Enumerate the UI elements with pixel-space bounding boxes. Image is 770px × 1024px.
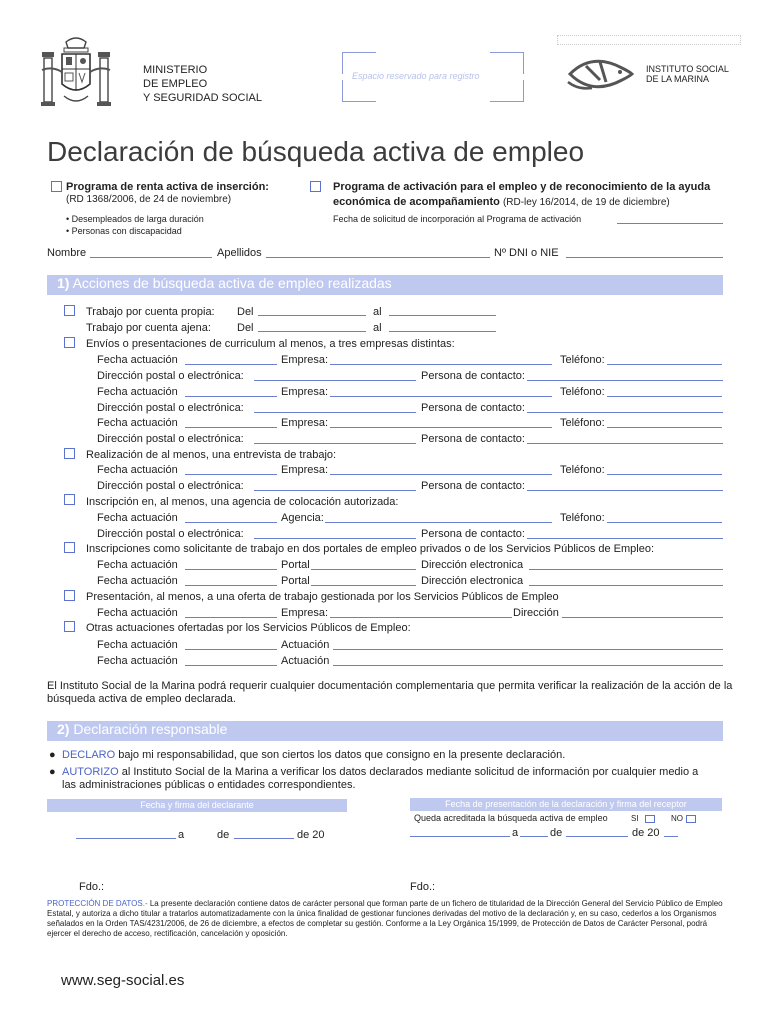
fecha-actuacion-field[interactable] xyxy=(185,649,277,650)
renta-activa-checkbox[interactable] xyxy=(51,181,62,192)
institute-name xyxy=(646,64,729,84)
telefono-field[interactable] xyxy=(607,522,722,523)
contacto-field[interactable] xyxy=(527,538,723,539)
declarante-fdo: Fdo.: xyxy=(79,881,105,893)
contacto-field[interactable] xyxy=(527,490,723,491)
ministry-line: MINISTERIO xyxy=(143,64,208,76)
row-field-label: Empresa: xyxy=(281,354,329,366)
form-code-box xyxy=(557,35,741,45)
activacion-title-bold: económica de acompañamiento xyxy=(333,196,500,208)
renta-activa-rd: (RD 1368/2006, de 24 de noviembre) xyxy=(66,194,232,205)
section-1-title: Acciones de búsqueda activa de empleo realizadas xyxy=(72,275,392,291)
envios-checkbox[interactable] xyxy=(64,337,75,348)
nombre-field[interactable] xyxy=(90,257,212,258)
a-label: a xyxy=(512,827,519,839)
spain-coat-of-arms-icon xyxy=(40,36,112,118)
autorizo-text-2: las administraciones públicas o entidades correspondientes. xyxy=(62,779,356,791)
actuacion-field[interactable] xyxy=(333,649,723,650)
telefono-field[interactable] xyxy=(607,364,722,365)
fecha-actuacion-label: Fecha actuación xyxy=(97,512,178,524)
direccion-field[interactable] xyxy=(254,490,416,491)
portal-label: Portal xyxy=(281,575,310,587)
empresa-label: Empresa: xyxy=(281,607,329,619)
fecha-actuacion-label: Fecha actuación xyxy=(97,464,178,476)
propia-del-field[interactable] xyxy=(258,315,366,316)
de20-label: de 20 xyxy=(297,829,325,841)
entrevista-label: Realización de al menos, una entrevista de trabajo: xyxy=(86,449,337,461)
row-field-input[interactable] xyxy=(330,364,552,365)
ajena-al-field[interactable] xyxy=(389,331,496,332)
stamp-corner xyxy=(490,52,524,74)
fecha-actuacion-field[interactable] xyxy=(185,427,277,428)
a-label: a xyxy=(178,829,185,841)
fecha-actuacion-label: Fecha actuación xyxy=(97,386,178,398)
autorizo-text xyxy=(62,766,698,778)
de-label: de xyxy=(217,829,230,841)
receptor-year-field[interactable] xyxy=(664,836,678,837)
fecha-actuacion-field[interactable] xyxy=(185,665,277,666)
empresa-field[interactable] xyxy=(330,617,512,618)
direccion-label: Dirección postal o electrónica: xyxy=(97,370,244,382)
declarante-place-field[interactable] xyxy=(76,838,176,839)
institute-line: INSTITUTO SOCIAL xyxy=(646,64,729,74)
telefono-label: Teléfono: xyxy=(560,386,605,398)
telefono-field[interactable] xyxy=(607,474,722,475)
fecha-actuacion-field[interactable] xyxy=(185,474,277,475)
fecha-actuacion-label: Fecha actuación xyxy=(97,354,178,366)
activacion-checkbox[interactable] xyxy=(310,181,321,192)
direccion-label: Dirección postal o electrónica: xyxy=(97,528,244,540)
activacion-date-field[interactable] xyxy=(617,223,723,224)
fecha-actuacion-field[interactable] xyxy=(185,617,277,618)
agencia-title: Inscripción en, al menos, una agencia de colocación autorizada: xyxy=(86,496,399,508)
oferta-checkbox[interactable] xyxy=(64,590,75,601)
si-checkbox[interactable] xyxy=(645,815,655,823)
ism-fish-logo-icon xyxy=(566,52,636,92)
dir-electronica-field[interactable] xyxy=(529,585,723,586)
telefono-field[interactable] xyxy=(607,427,722,428)
contacto-label: Persona de contacto: xyxy=(421,402,525,414)
fecha-actuacion-field[interactable] xyxy=(185,569,277,570)
dir-electronica-label: Dirección electronica xyxy=(421,575,524,587)
renta-activa-title: Programa de renta activa de inserción: xyxy=(66,181,269,193)
portal-label: Portal xyxy=(281,559,310,571)
direccion-label: Dirección xyxy=(513,607,559,619)
telefono-field[interactable] xyxy=(607,396,722,397)
contacto-field[interactable] xyxy=(527,412,723,413)
portales-title: Inscripciones como solicitante de trabajo en dos portales de empleo privados o de los Servicios Públicos de Empleo: xyxy=(86,543,655,555)
portal-field[interactable] xyxy=(311,585,416,586)
contacto-label: Persona de contacto: xyxy=(421,480,525,492)
telefono-label: Teléfono: xyxy=(560,354,605,366)
fecha-actuacion-label: Fecha actuación xyxy=(97,639,178,651)
del-label: Del xyxy=(237,306,254,318)
privacy-keyword: PROTECCIÓN DE DATOS.- xyxy=(47,899,148,908)
fecha-actuacion-field[interactable] xyxy=(185,364,277,365)
al-label: al xyxy=(373,322,382,334)
row-field-label: Empresa: xyxy=(281,417,329,429)
fecha-actuacion-label: Fecha actuación xyxy=(97,607,178,619)
receptor-month-field[interactable] xyxy=(566,836,628,837)
telefono-label: Teléfono: xyxy=(560,464,605,476)
stamp-corner xyxy=(342,80,376,102)
direccion-label: Dirección postal o electrónica: xyxy=(97,433,244,445)
fecha-actuacion-label: Fecha actuación xyxy=(97,417,178,429)
apellidos-label: Apellidos xyxy=(217,247,262,259)
agencia-checkbox[interactable] xyxy=(64,494,75,505)
declaro-text xyxy=(62,749,565,761)
telefono-label: Teléfono: xyxy=(560,512,605,524)
row-field-label: Agencia: xyxy=(281,512,324,524)
declarante-month-field[interactable] xyxy=(234,838,294,839)
renta-activa-item-label: Personas con discapacidad xyxy=(71,226,182,236)
activacion-date-label: Fecha de solicitud de incorporación al Programa de activación xyxy=(333,214,582,224)
direccion-label: Dirección postal o electrónica: xyxy=(97,402,244,414)
si-label: SI xyxy=(631,814,639,823)
oferta-title: Presentación, al menos, a una oferta de trabajo gestionada por los Servicios Públicos de Empleo xyxy=(86,591,559,603)
telefono-label: Teléfono: xyxy=(560,417,605,429)
ministry-line: DE EMPLEO xyxy=(143,78,208,90)
activacion-title-2 xyxy=(333,196,670,208)
fecha-actuacion-field[interactable] xyxy=(185,396,277,397)
otras-title: Otras actuaciones ofertadas por los Servicios Públicos de Empleo: xyxy=(86,622,411,634)
dir-electronica-label: Dirección electronica xyxy=(421,559,524,571)
row-field-input[interactable] xyxy=(325,522,552,523)
otras-checkbox[interactable] xyxy=(64,621,75,632)
ajena-del-field[interactable] xyxy=(258,331,366,332)
fecha-actuacion-label: Fecha actuación xyxy=(97,559,178,571)
page-title: Declaración de búsqueda activa de empleo xyxy=(47,136,585,167)
actuacion-label: Actuación xyxy=(281,655,330,667)
dni-field[interactable] xyxy=(566,257,723,258)
section-2-title: Declaración responsable xyxy=(73,721,228,737)
no-label: NO xyxy=(671,814,683,823)
contacto-label: Persona de contacto: xyxy=(421,528,525,540)
fecha-actuacion-label: Fecha actuación xyxy=(97,655,178,667)
receptor-signature-bar: Fecha de presentación de la declaración y firma del receptor xyxy=(410,798,722,811)
privacy-notice xyxy=(47,899,725,939)
section-2-number: 2) xyxy=(57,721,70,737)
entrevista-checkbox[interactable] xyxy=(64,448,75,459)
fecha-actuacion-field[interactable] xyxy=(185,585,277,586)
autorizo-body: al Instituto Social de la Marina a verificar los datos declarados mediante solicitud de información por cualquier medio a xyxy=(121,766,699,778)
section-2-header xyxy=(47,721,723,741)
declaro-keyword: DECLARO xyxy=(62,749,116,761)
dir-electronica-field[interactable] xyxy=(529,569,723,570)
nombre-label: Nombre xyxy=(47,247,87,259)
queda-label: Queda acreditada la búsqueda activa de empleo xyxy=(414,813,608,823)
direccion-field[interactable] xyxy=(562,617,723,618)
receptor-day-field[interactable] xyxy=(520,836,548,837)
propia-al-field[interactable] xyxy=(389,315,496,316)
renta-activa-item: • Desempleados de larga duración xyxy=(66,214,204,224)
fecha-actuacion-field[interactable] xyxy=(185,522,277,523)
ministry-line: Y SEGURIDAD SOCIAL xyxy=(143,92,262,104)
privacy-body: La presente declaración contiene datos de carácter personal que forman parte de un fichero de titularidad de la Dirección General del Servicio Público de Empleo Estatal, y autoriza a dicho titular a tratarlos automatizadamente con la única finalidad de gestionar funciones derivadas del motivo de la declaración y, en su caso, cederlos a los Organismos señalados en la Orden TAS/4231/2006, de 26 de diciembre, a efectos de completar su gestión. Conforme a la Ley Orgánica 15/1999, de Protección de Datos de Carácter Personal, podrá ejercer el derecho de acceso, rectificación, cancelación y oposición. xyxy=(47,899,723,938)
declarante-signature-bar: Fecha y firma del declarante xyxy=(47,799,347,812)
cuenta-ajena-label: Trabajo por cuenta ajena: xyxy=(86,322,211,334)
ministry-name xyxy=(143,63,262,105)
dni-label: Nº DNI o NIE xyxy=(494,247,559,259)
footer-url[interactable]: www.seg-social.es xyxy=(61,972,185,989)
direccion-field[interactable] xyxy=(254,412,416,413)
cuenta-propia-label: Trabajo por cuenta propia: xyxy=(86,306,215,318)
fecha-actuacion-label: Fecha actuación xyxy=(97,575,178,587)
row-field-label: Empresa: xyxy=(281,386,329,398)
renta-activa-item-label: Desempleados de larga duración xyxy=(71,214,204,224)
row-field-input[interactable] xyxy=(330,474,552,475)
envios-label: Envíos o presentaciones de curriculum al menos, a tres empresas distintas: xyxy=(86,338,455,350)
row-field-label: Empresa: xyxy=(281,464,329,476)
row-field-input[interactable] xyxy=(330,427,552,428)
stamp-placeholder: Espacio reservado para registro xyxy=(352,71,480,81)
direccion-field[interactable] xyxy=(254,538,416,539)
actuacion-label: Actuación xyxy=(281,639,330,651)
apellidos-field[interactable] xyxy=(266,257,490,258)
de20-label: de 20 xyxy=(632,827,660,839)
autorizo-keyword: AUTORIZO xyxy=(62,766,119,778)
activacion-title: Programa de activación para el empleo y de reconocimiento de la ayuda xyxy=(333,181,711,193)
actuacion-field[interactable] xyxy=(333,665,723,666)
no-checkbox[interactable] xyxy=(686,815,696,823)
renta-activa-item: • Personas con discapacidad xyxy=(66,226,182,236)
bullet-icon: ● xyxy=(49,766,56,778)
al-label: al xyxy=(373,306,382,318)
contacto-field[interactable] xyxy=(527,443,723,444)
section-1-header xyxy=(47,275,723,295)
direccion-field[interactable] xyxy=(254,380,416,381)
del-label: Del xyxy=(237,322,254,334)
portales-checkbox[interactable] xyxy=(64,542,75,553)
stamp-corner xyxy=(490,80,524,102)
de-label: de xyxy=(550,827,563,839)
declaro-body: bajo mi responsabilidad, que son ciertos los datos que consigno en la presente declaración. xyxy=(118,749,566,761)
section-1-note: El Instituto Social de la Marina podrá requerir cualquier documentación complementaria que permita verificar la realización de la acción de la búsqueda activa de empleo declarada. xyxy=(47,680,733,705)
contacto-label: Persona de contacto: xyxy=(421,370,525,382)
section-1-number: 1) xyxy=(57,275,70,291)
row-field-input[interactable] xyxy=(330,396,552,397)
cuenta-propia-checkbox[interactable] xyxy=(64,305,75,316)
direccion-field[interactable] xyxy=(254,443,416,444)
contacto-field[interactable] xyxy=(527,380,723,381)
activacion-rd: (RD-ley 16/2014, de 19 de diciembre) xyxy=(502,197,670,208)
contacto-label: Persona de contacto: xyxy=(421,433,525,445)
institute-line: DE LA MARINA xyxy=(646,74,710,84)
portal-field[interactable] xyxy=(311,569,416,570)
receptor-place-field[interactable] xyxy=(410,836,510,837)
direccion-label: Dirección postal o electrónica: xyxy=(97,480,244,492)
bullet-icon: ● xyxy=(49,749,56,761)
receptor-fdo: Fdo.: xyxy=(410,881,436,893)
